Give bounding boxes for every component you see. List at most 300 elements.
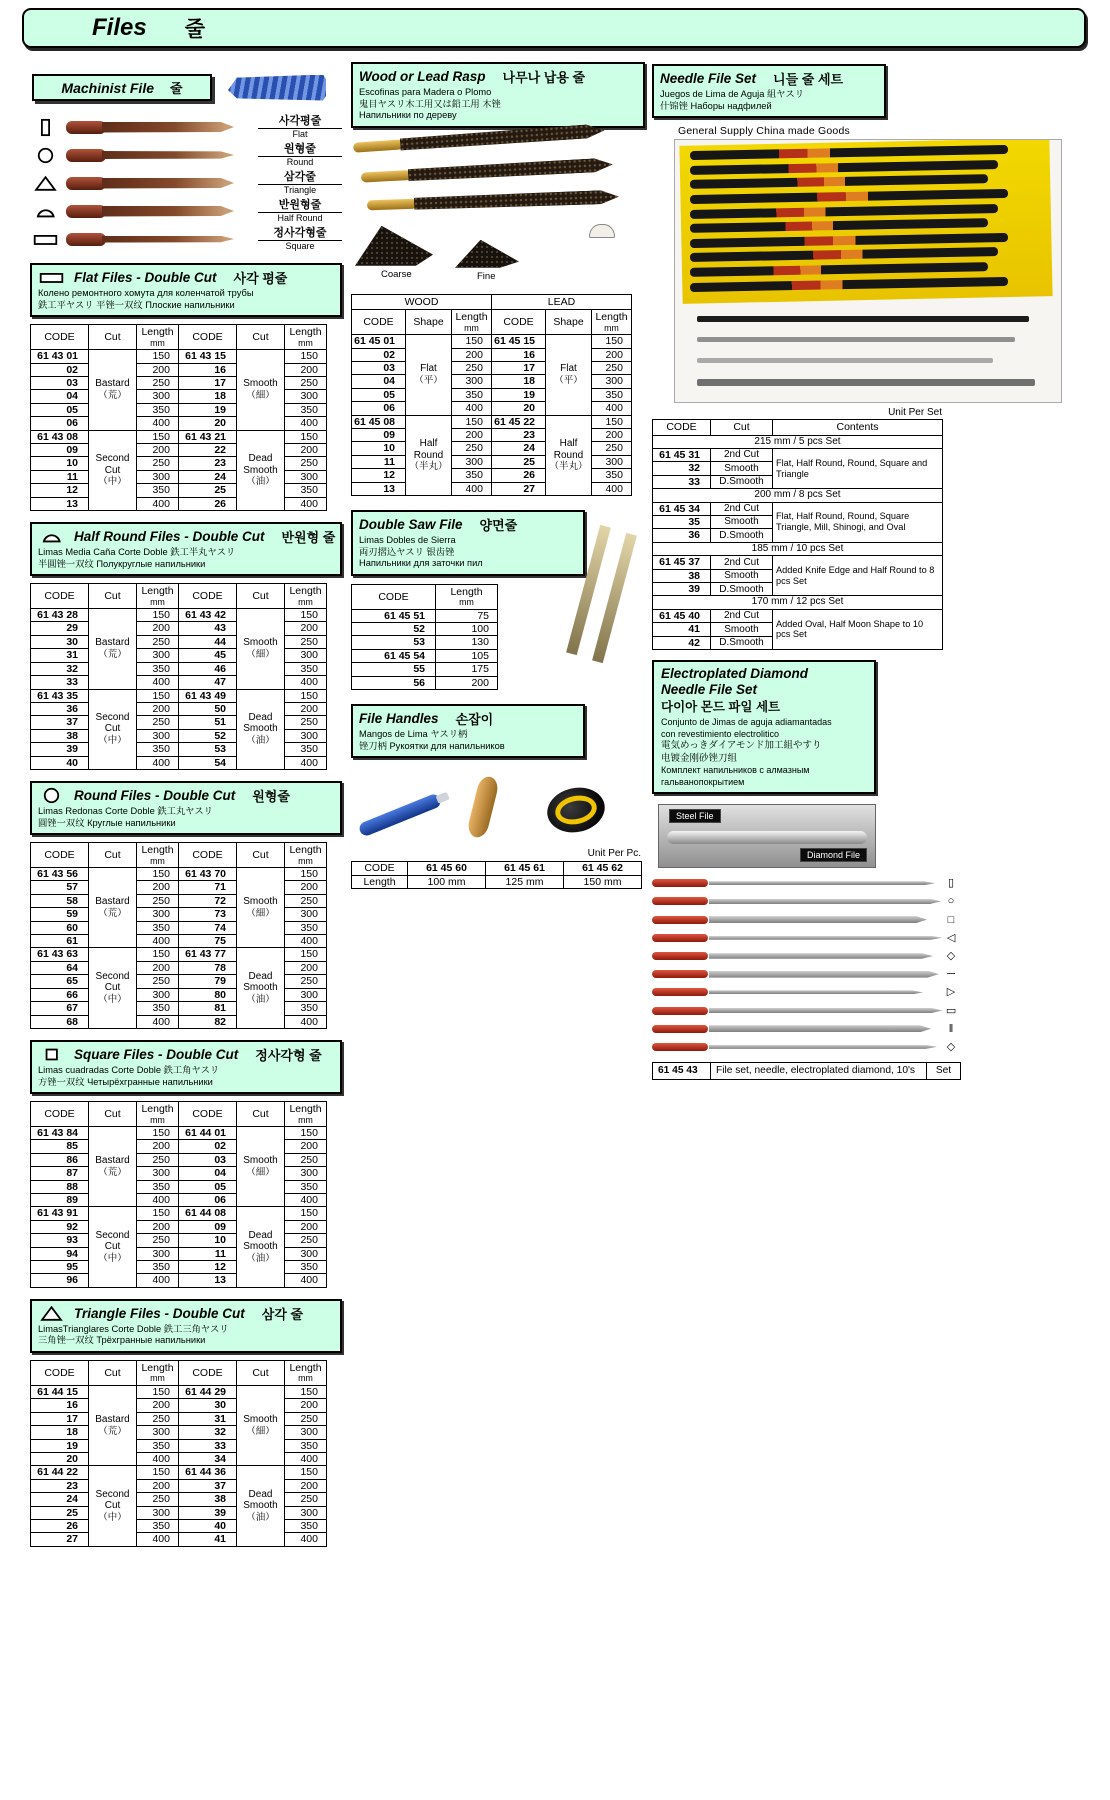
set-size-row bbox=[653, 542, 943, 555]
code-cell: 25 bbox=[179, 484, 237, 497]
code-cell: 02 bbox=[179, 1140, 237, 1153]
length-cell: 400 bbox=[285, 497, 327, 510]
column-header: Cut bbox=[89, 843, 137, 868]
length-cell: 400 bbox=[137, 417, 179, 430]
rasp-photo bbox=[351, 128, 645, 288]
diamond-file-row bbox=[652, 965, 960, 983]
cut-cell: Smooth bbox=[711, 462, 773, 475]
machinist-file-row bbox=[32, 197, 342, 225]
unit-note: Unit Per Pc. bbox=[587, 848, 641, 860]
code-cell: 53 bbox=[179, 743, 237, 756]
diamond-set-code-row bbox=[652, 1062, 961, 1080]
cut-name: Dead Smooth bbox=[243, 1488, 278, 1512]
contents-cell: Flat, Half Round, Round, Square and Triangle bbox=[773, 449, 943, 489]
flat-shape-icon bbox=[32, 230, 59, 249]
file-handle-art bbox=[66, 177, 106, 190]
file-blade-art bbox=[102, 122, 234, 133]
length-cell: 105 bbox=[436, 649, 498, 662]
code-cell: 04 bbox=[352, 375, 406, 388]
column-header: CODE bbox=[492, 310, 546, 335]
length-cell: 350 bbox=[137, 1002, 179, 1015]
coarse-texture-swatch bbox=[355, 226, 433, 266]
length-cell: 150 bbox=[137, 350, 179, 363]
set-size-label: 185 mm / 10 pcs Set bbox=[653, 542, 943, 555]
code-cell: 04 bbox=[31, 390, 89, 403]
diamond-file-row bbox=[652, 874, 960, 892]
length-cell: 400 bbox=[285, 1194, 327, 1207]
section-title-kr: 손잡이 bbox=[455, 712, 494, 728]
shape-cell bbox=[406, 415, 452, 495]
file-type-name-kr: 원형줄 bbox=[284, 142, 316, 155]
code-cell: 61 43 01 bbox=[31, 350, 89, 363]
column-header: Length mm bbox=[137, 584, 179, 609]
length-cell: 400 bbox=[137, 1533, 179, 1546]
shape-name-zh: （半丸） bbox=[549, 461, 588, 472]
length-cell: 150 bbox=[137, 868, 179, 881]
code-cell: 22 bbox=[179, 443, 237, 456]
right-column bbox=[652, 64, 1096, 1080]
steel-file-label: Steel File bbox=[669, 809, 721, 823]
column-header: CODE bbox=[352, 862, 408, 875]
length-cell: 300 bbox=[137, 1247, 179, 1260]
table-row bbox=[352, 676, 498, 689]
mm-label: mm bbox=[298, 337, 313, 348]
halfround-shape-icon bbox=[32, 202, 59, 221]
needle-set-table-host bbox=[652, 419, 1096, 650]
code-cell: 19 bbox=[179, 403, 237, 416]
section-title-kr: 사각 평줄 bbox=[233, 271, 288, 286]
code-cell: 31 bbox=[179, 1412, 237, 1425]
diamond-file-row bbox=[652, 1020, 960, 1038]
cut-cell: D.Smooth bbox=[711, 636, 773, 649]
profile-glyph: ◇ bbox=[946, 949, 956, 962]
set-size-row bbox=[653, 596, 943, 609]
cut-name-zh: （荒） bbox=[98, 389, 127, 401]
file-blade-art bbox=[709, 990, 923, 994]
length-cell: 300 bbox=[137, 1167, 179, 1180]
cut-name: Second Cut bbox=[95, 453, 130, 476]
section-subtitle: Limas Media Caña Corte Doble 鉄工半丸ヤスリ bbox=[38, 546, 236, 557]
code-cell: 86 bbox=[31, 1153, 89, 1166]
file-handle-art bbox=[66, 149, 106, 162]
section-subtitle: 鉄工平ヤスリ 平锉一双纹 Плоские напильники bbox=[38, 299, 235, 310]
code-cell: 96 bbox=[31, 1274, 89, 1287]
code-cell: 66 bbox=[31, 988, 89, 1001]
halfround-files-header bbox=[30, 522, 342, 576]
code-cell: 61 45 37 bbox=[653, 556, 711, 569]
fine-label: Fine bbox=[477, 270, 496, 282]
cut-name-zh: （細） bbox=[246, 389, 275, 401]
cut-cell: Smooth bbox=[711, 569, 773, 582]
length-cell: 350 bbox=[285, 1439, 327, 1452]
length-cell: 300 bbox=[285, 390, 327, 403]
length-cell: 350 bbox=[137, 662, 179, 675]
code-cell: 61 45 61 bbox=[486, 862, 564, 875]
cut-name: Dead Smooth bbox=[243, 711, 278, 735]
length-cell: 250 bbox=[137, 635, 179, 648]
needle-set-table bbox=[652, 419, 943, 650]
length-cell: 350 bbox=[285, 921, 327, 934]
mm-label: mm bbox=[298, 1114, 313, 1125]
mm-label: mm bbox=[459, 597, 474, 608]
cut-name-zh: （油） bbox=[246, 476, 275, 487]
brand-note: General Supply China made Goods bbox=[678, 125, 850, 138]
set-size-label: 200 mm / 8 pcs Set bbox=[653, 489, 943, 502]
cut-name: Second Cut bbox=[95, 1488, 130, 1512]
length-cell: 150 bbox=[137, 948, 179, 961]
header-row bbox=[352, 584, 498, 609]
file-handle-art bbox=[66, 233, 106, 246]
cut-cell: 2nd Cut bbox=[711, 556, 773, 569]
code-cell: 10 bbox=[179, 1234, 237, 1247]
length-cell: 200 bbox=[452, 348, 492, 361]
cut-cell bbox=[237, 1385, 285, 1465]
section-title-row bbox=[38, 268, 334, 287]
code-cell: 16 bbox=[31, 1399, 89, 1412]
code-cell: 33 bbox=[31, 676, 89, 689]
table-row bbox=[31, 1127, 327, 1140]
code-cell: 61 45 08 bbox=[352, 415, 406, 428]
length-cell: 200 bbox=[285, 1220, 327, 1233]
code-cell: 61 43 77 bbox=[179, 948, 237, 961]
length-cell: 250 bbox=[285, 457, 327, 470]
code-cell: 39 bbox=[653, 583, 711, 596]
profile-glyph: □ bbox=[947, 913, 955, 926]
cut-name-zh: （中） bbox=[98, 993, 127, 1005]
section-subtitle: Escofinas para Madera o Plomo bbox=[359, 87, 492, 97]
column-header: Cut bbox=[237, 1361, 285, 1386]
code-cell: 51 bbox=[179, 716, 237, 729]
table-row bbox=[352, 335, 632, 348]
cut-cell bbox=[89, 1127, 137, 1207]
code-cell: 53 bbox=[352, 636, 436, 649]
file-type-name-en: Half Round bbox=[258, 212, 342, 224]
code-cell: 20 bbox=[31, 1453, 89, 1466]
code-cell: 40 bbox=[179, 1520, 237, 1533]
code-cell: 68 bbox=[31, 1015, 89, 1028]
code-cell: 52 bbox=[352, 623, 436, 636]
shape-cell bbox=[406, 335, 452, 415]
code-cell: 11 bbox=[179, 1247, 237, 1260]
file-blade-art bbox=[709, 953, 933, 959]
header-row bbox=[653, 420, 943, 435]
cut-name: Smooth bbox=[243, 896, 278, 908]
loose-file-art bbox=[697, 316, 1029, 322]
code-cell: 39 bbox=[31, 743, 89, 756]
length-cell: 250 bbox=[452, 442, 492, 455]
file-blade-art bbox=[102, 151, 234, 159]
length-cell: 250 bbox=[137, 1153, 179, 1166]
header-row bbox=[31, 584, 327, 609]
code-cell: 44 bbox=[179, 635, 237, 648]
header-row bbox=[31, 843, 327, 868]
file-blade-art bbox=[102, 236, 234, 243]
section-title-row bbox=[38, 786, 334, 805]
code-cell: 26 bbox=[492, 469, 546, 482]
length-cell: 300 bbox=[137, 470, 179, 483]
code-cell: 55 bbox=[352, 663, 436, 676]
code-cell: 06 bbox=[31, 417, 89, 430]
cut-name: Bastard bbox=[95, 896, 130, 908]
code-cell: 74 bbox=[179, 921, 237, 934]
code-cell: 81 bbox=[179, 1002, 237, 1015]
code-cell: 61 45 31 bbox=[653, 449, 711, 462]
code-cell: 37 bbox=[179, 1479, 237, 1492]
section-title-kr: 반원형 줄 bbox=[281, 529, 336, 545]
cut-cell bbox=[237, 1127, 285, 1207]
code-cell: 06 bbox=[179, 1194, 237, 1207]
length-cell: 350 bbox=[137, 921, 179, 934]
code-cell: 87 bbox=[31, 1167, 89, 1180]
file-type-name-en: Square bbox=[258, 240, 342, 252]
code-cell: 47 bbox=[179, 676, 237, 689]
length-cell: 150 bbox=[285, 1127, 327, 1140]
triangle-files-table bbox=[30, 1360, 327, 1547]
mm-label: mm bbox=[464, 322, 479, 333]
length-cell: 300 bbox=[452, 455, 492, 468]
code-cell: 43 bbox=[179, 622, 237, 635]
lead-header: LEAD bbox=[492, 294, 632, 309]
code-cell: 61 44 36 bbox=[179, 1466, 237, 1479]
code-cell: 12 bbox=[179, 1261, 237, 1274]
table-row bbox=[352, 862, 642, 875]
length-cell: 125 mm bbox=[486, 875, 564, 888]
section-subtitle: 圓锉一双纹 Круглые напильники bbox=[38, 817, 176, 828]
length-cell: 400 bbox=[285, 1533, 327, 1546]
length-cell: 200 bbox=[285, 443, 327, 456]
code-cell: 17 bbox=[492, 361, 546, 374]
code-cell: 61 43 08 bbox=[31, 430, 89, 443]
diamond-set-header bbox=[652, 660, 876, 794]
section-title: Flat Files - Double Cut bbox=[74, 270, 217, 285]
code-cell: 61 45 15 bbox=[492, 335, 546, 348]
length-cell: 100 bbox=[436, 623, 498, 636]
table-row bbox=[653, 449, 943, 462]
double-saw-file-photo bbox=[567, 524, 641, 674]
length-cell: 350 bbox=[285, 403, 327, 416]
length-cell: 200 bbox=[592, 348, 632, 361]
cut-name: Smooth bbox=[243, 637, 278, 649]
code-cell: 73 bbox=[179, 908, 237, 921]
mm-label: mm bbox=[150, 855, 165, 866]
length-cell: 350 bbox=[285, 662, 327, 675]
length-cell: 200 bbox=[137, 363, 179, 376]
length-cell: 400 bbox=[592, 402, 632, 415]
wood-lead-header bbox=[351, 62, 645, 128]
code-cell: 79 bbox=[179, 975, 237, 988]
length-cell: 150 bbox=[137, 1207, 179, 1220]
file-handle-art bbox=[652, 916, 708, 924]
square-files-table bbox=[30, 1101, 327, 1288]
header-row bbox=[31, 325, 327, 350]
code-cell: 33 bbox=[179, 1439, 237, 1452]
section-title-row bbox=[38, 527, 334, 546]
file-closeup-art bbox=[667, 831, 867, 844]
length-cell: 300 bbox=[452, 375, 492, 388]
triangle-files-header bbox=[30, 1299, 342, 1353]
length-cell: 200 bbox=[137, 961, 179, 974]
fine-texture-swatch bbox=[455, 240, 519, 268]
cut-cell bbox=[89, 948, 137, 1028]
length-cell: 350 bbox=[285, 1261, 327, 1274]
code-cell: 25 bbox=[492, 455, 546, 468]
length-cell: 400 bbox=[285, 1274, 327, 1287]
halfround-files-table bbox=[30, 583, 327, 770]
code-cell: 42 bbox=[653, 636, 711, 649]
cut-name: Bastard bbox=[95, 637, 130, 649]
file-blade-art bbox=[709, 1008, 942, 1014]
code-cell: 61 bbox=[31, 935, 89, 948]
file-type-name-kr: 사각평줄 bbox=[278, 114, 322, 127]
table-row bbox=[352, 623, 498, 636]
column-header: Length mm bbox=[137, 843, 179, 868]
table-row bbox=[352, 609, 498, 622]
wooden-handle-art bbox=[466, 775, 500, 840]
length-cell: 150 bbox=[452, 335, 492, 348]
code-cell: 13 bbox=[31, 497, 89, 510]
length-cell: 250 bbox=[285, 376, 327, 389]
length-cell: 200 bbox=[137, 702, 179, 715]
code-cell: 27 bbox=[492, 482, 546, 495]
column-header: Length mm bbox=[592, 310, 632, 335]
column-header: Cut bbox=[89, 325, 137, 350]
length-cell: 200 bbox=[285, 1140, 327, 1153]
rasp-handle-art bbox=[367, 198, 417, 210]
section-subtitle: 电镀金刚砂锉刀组 bbox=[661, 752, 738, 764]
column-header: Shape bbox=[406, 310, 452, 335]
code-cell: 17 bbox=[179, 376, 237, 389]
code-cell: 57 bbox=[31, 881, 89, 894]
file-handle-art bbox=[652, 879, 708, 887]
length-cell: 200 bbox=[592, 428, 632, 441]
code-cell: 09 bbox=[31, 443, 89, 456]
length-cell: 300 bbox=[137, 908, 179, 921]
length-cell: 200 bbox=[285, 622, 327, 635]
shape-name: Half Round bbox=[413, 438, 444, 461]
table-row bbox=[31, 1385, 327, 1398]
section-title-row bbox=[359, 67, 637, 86]
section-title: File Handles bbox=[359, 711, 439, 727]
code-cell: 03 bbox=[352, 361, 406, 374]
code-cell: 61 45 51 bbox=[352, 609, 436, 622]
table-row bbox=[653, 609, 943, 622]
table-row bbox=[31, 350, 327, 363]
code-cell: 25 bbox=[31, 1506, 89, 1519]
code-cell: 09 bbox=[179, 1220, 237, 1233]
length-cell: 150 mm bbox=[564, 875, 642, 888]
code-cell: 12 bbox=[31, 484, 89, 497]
product-description: File set, needle, electroplated diamond, 10's bbox=[711, 1062, 927, 1079]
section-subtitle: 方锉一双纹 Четырёхгранные напильники bbox=[38, 1076, 213, 1087]
column-header: Length bbox=[352, 875, 408, 888]
length-cell: 350 bbox=[592, 388, 632, 401]
set-size-row bbox=[653, 489, 943, 502]
length-cell: 300 bbox=[285, 470, 327, 483]
square-files-section bbox=[30, 1040, 342, 1288]
contents-cell: Added Oval, Half Moon Shape to 10 pcs Set bbox=[773, 609, 943, 649]
code-cell: 16 bbox=[179, 363, 237, 376]
cut-cell: Smooth bbox=[711, 516, 773, 529]
column-header: CODE bbox=[653, 420, 711, 435]
code-cell: 11 bbox=[352, 455, 406, 468]
section-subtitle: Mangos de Lima ヤスリ柄 bbox=[359, 729, 468, 740]
length-cell: 200 bbox=[137, 443, 179, 456]
code-cell: 05 bbox=[31, 403, 89, 416]
cut-name: Dead Smooth bbox=[243, 970, 278, 994]
length-cell: 150 bbox=[285, 689, 327, 702]
section-subtitle: 什锦锉 Наборы надфилей bbox=[660, 100, 772, 111]
section-subtitle: гальванопокрытием bbox=[661, 776, 745, 787]
rasp-illustration bbox=[353, 123, 605, 155]
header-row bbox=[31, 1102, 327, 1127]
header-row bbox=[31, 1361, 327, 1386]
code-cell: 61 45 01 bbox=[352, 335, 406, 348]
column-header: Length mm bbox=[285, 325, 327, 350]
code-cell: 20 bbox=[492, 402, 546, 415]
table-row bbox=[352, 663, 498, 676]
mm-label: mm bbox=[604, 322, 619, 333]
code-cell: 03 bbox=[31, 376, 89, 389]
column-header: CODE bbox=[31, 843, 89, 868]
length-cell: 250 bbox=[592, 361, 632, 374]
machinist-file-photo bbox=[228, 75, 326, 101]
section-subtitle: 両刃摺込ヤスリ 银齿锉 bbox=[359, 546, 455, 557]
section-title-kr: 양면줄 bbox=[479, 517, 518, 533]
length-cell: 130 bbox=[436, 636, 498, 649]
file-blade-art bbox=[709, 1045, 937, 1049]
profile-glyph: ‖ bbox=[948, 1022, 954, 1035]
section-title: Round Files - Double Cut bbox=[74, 787, 236, 803]
cut-cell bbox=[237, 1207, 285, 1287]
cut-cell bbox=[89, 868, 137, 948]
code-cell: 13 bbox=[352, 482, 406, 495]
column-header: CODE bbox=[31, 325, 89, 350]
length-cell: 400 bbox=[452, 402, 492, 415]
length-cell: 150 bbox=[137, 430, 179, 443]
product-code: 61 45 43 bbox=[653, 1062, 711, 1079]
code-cell: 61 43 28 bbox=[31, 609, 89, 622]
file-blade-art bbox=[709, 971, 939, 978]
loose-file-art bbox=[697, 337, 1015, 342]
code-cell: 85 bbox=[31, 1140, 89, 1153]
length-cell: 250 bbox=[285, 1234, 327, 1247]
wood-lead-table bbox=[351, 294, 632, 496]
code-cell: 30 bbox=[31, 635, 89, 648]
cut-name-zh: （油） bbox=[246, 1511, 275, 1523]
code-cell: 61 44 01 bbox=[179, 1127, 237, 1140]
cut-cell: 2nd Cut bbox=[711, 449, 773, 462]
column-header: Length mm bbox=[137, 325, 179, 350]
profile-glyph: ▯ bbox=[947, 877, 955, 890]
file-handles-photo bbox=[351, 762, 645, 846]
file-type-label bbox=[258, 115, 342, 140]
flatv-shape-icon bbox=[32, 118, 59, 137]
section-title-row bbox=[660, 69, 878, 88]
rasp-handle-art bbox=[353, 139, 404, 152]
code-cell: 61 43 56 bbox=[31, 868, 89, 881]
column-header: CODE bbox=[352, 584, 436, 609]
column-header: CODE bbox=[31, 1102, 89, 1127]
round-shape-icon bbox=[38, 786, 65, 805]
length-cell: 250 bbox=[285, 1412, 327, 1425]
contents-cell: Added Knife Edge and Half Round to 8 pcs Set bbox=[773, 556, 943, 596]
cut-cell bbox=[237, 868, 285, 948]
code-cell: 36 bbox=[31, 702, 89, 715]
code-cell: 72 bbox=[179, 894, 237, 907]
length-cell: 300 bbox=[137, 988, 179, 1001]
length-cell: 350 bbox=[137, 484, 179, 497]
middle-column bbox=[351, 62, 645, 903]
